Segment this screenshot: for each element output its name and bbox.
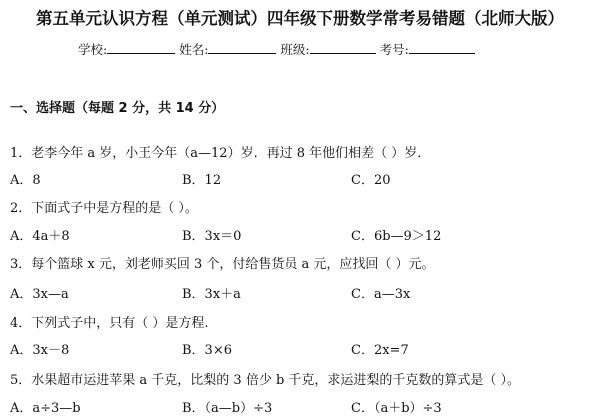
- student-info-row: [78, 40, 475, 58]
- option-c: C．（a＋b）÷3: [351, 401, 442, 416]
- option-a: A．4a＋8: [10, 229, 70, 244]
- option-b: B．12: [182, 173, 222, 188]
- school-label: 学校:: [78, 42, 108, 57]
- class-blank: [310, 40, 376, 54]
- section-heading-choice: 一、选择题（每题 2 分，共 14 分）: [10, 101, 225, 116]
- option-c: C．a—3x: [351, 287, 411, 302]
- option-c: C．2x=7: [351, 343, 409, 358]
- question-stem: 2．下面式子中是方程的是（ ）。: [10, 201, 198, 216]
- school-blank: [107, 40, 175, 54]
- option-a: A．8: [10, 173, 41, 188]
- question-stem: 5．水果超市运进苹果 a 千克，比梨的 3 倍少 b 千克，求运进梨的千克数的算式是（ ）。: [10, 373, 521, 388]
- name-blank: [208, 40, 276, 54]
- option-a: A．3x—a: [10, 287, 69, 302]
- option-b: B．3x＋a: [182, 287, 241, 302]
- option-b: B．3×6: [182, 343, 232, 358]
- question-stem: 4．下列式子中，只有（ ）是方程.: [10, 316, 209, 331]
- option-c: C．6b—9＞12: [351, 229, 442, 244]
- question-stem: 3．每个篮球 x 元，刘老师买回 3 个，付给售货员 a 元，应找回（ ）元。: [10, 257, 435, 272]
- name-label: 姓名:: [179, 42, 209, 57]
- option-c: C．20: [351, 173, 391, 188]
- option-b: B．（a—b）÷3: [182, 401, 273, 416]
- question-stem: 1．老李今年 a 岁，小王今年（a—12）岁．再过 8 年他们相差（ ）岁．: [10, 146, 431, 161]
- class-label: 班级:: [280, 42, 310, 57]
- option-a: A．3x－8: [10, 343, 70, 358]
- number-label: 考号:: [379, 42, 409, 57]
- worksheet-title: 第五单元认识方程（单元测试）四年级下册数学常考易错题（北师大版）: [36, 9, 564, 28]
- option-b: B．3x＝0: [182, 229, 242, 244]
- number-blank: [409, 40, 475, 54]
- option-a: A．a÷3—b: [10, 401, 81, 416]
